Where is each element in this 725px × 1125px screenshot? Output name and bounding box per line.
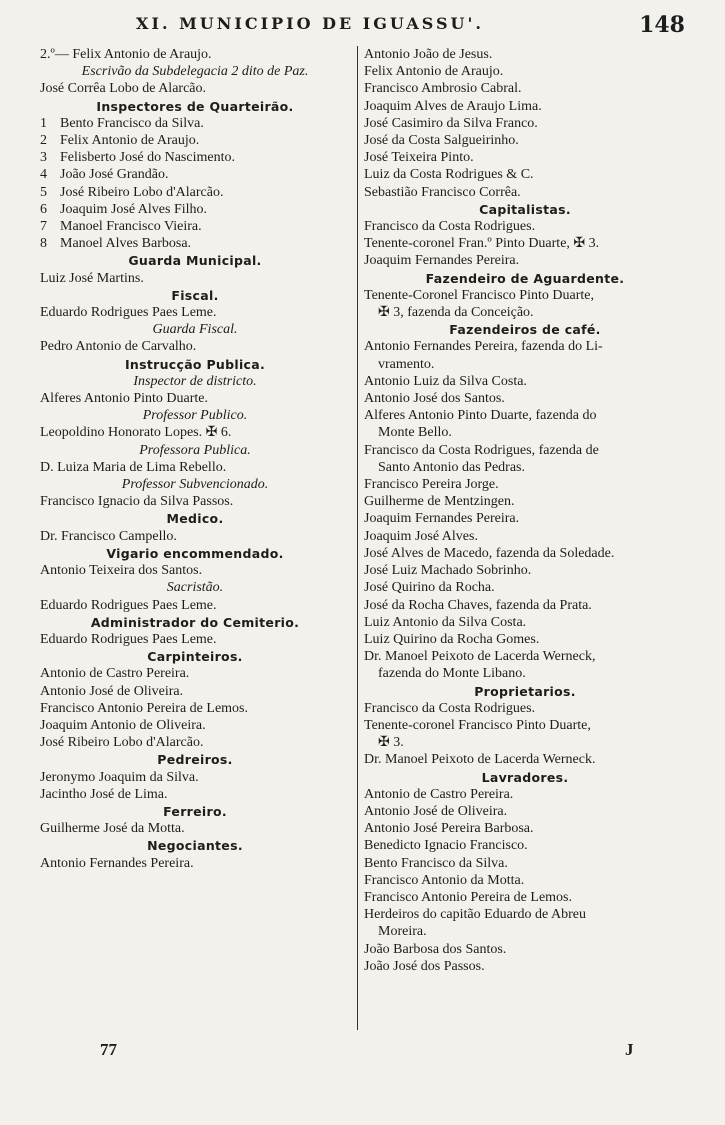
- role-subheading: Guarda Fiscal.: [152, 322, 238, 338]
- list-entry: Dr. Manoel Peixoto de Lacerda Werneck,: [364, 649, 596, 665]
- entry-text: Felix Antonio de Araujo.: [60, 133, 200, 149]
- list-entry: Francisco Ambrosio Cabral.: [364, 81, 522, 97]
- numbered-entry: [40, 132, 350, 149]
- section-heading: Fazendeiros de café.: [449, 322, 601, 338]
- entry-text: José Ribeiro Lobo d'Alarcão.: [60, 184, 224, 200]
- list-entry: Tenente-coronel Fran.º Pinto Duarte, ✠ 3.: [364, 236, 600, 252]
- list-entry: Eduardo Rodrigues Paes Leme.: [40, 597, 217, 613]
- list-entry: José da Costa Salgueirinho.: [364, 133, 519, 149]
- role-subheading: Professor Publico.: [142, 408, 248, 424]
- list-entry: Francisco Antonio da Motta.: [364, 872, 525, 888]
- list-entry: Antonio Fernandes Pereira.: [40, 855, 194, 871]
- list-entry: 2.º— Felix Antonio de Araujo.: [40, 47, 212, 62]
- numbered-entry: [40, 235, 350, 252]
- section-heading: Guarda Municipal.: [128, 253, 262, 269]
- entry-number: 7: [40, 219, 47, 235]
- numbered-entry: [40, 184, 350, 201]
- entry-text: Manoel Francisco Vieira.: [60, 219, 202, 235]
- numbered-entry: [40, 166, 350, 183]
- numbered-entry: [40, 115, 350, 132]
- list-entry: Antonio João de Jesus.: [364, 47, 493, 62]
- section-heading: Medico.: [166, 511, 224, 527]
- list-entry: Leopoldino Honorato Lopes. ✠ 6.: [40, 425, 232, 441]
- role-subheading: Professor Subvencionado.: [121, 477, 269, 493]
- list-entry: João Barbosa dos Santos.: [364, 941, 507, 957]
- list-entry: Tenente-Coronel Francisco Pinto Duarte,: [364, 287, 594, 303]
- entry-number: 2: [40, 133, 47, 149]
- entry-number: 8: [40, 236, 47, 252]
- page-title: XI. MUNICIPIO DE IGUASSU'.: [136, 14, 484, 33]
- column-divider: [357, 46, 358, 1030]
- role-subheading: Sacristão.: [166, 580, 224, 596]
- list-entry: José Luiz Machado Sobrinho.: [364, 563, 532, 579]
- section-heading: Carpinteiros.: [147, 649, 243, 665]
- list-entry: Dr. Francisco Campello.: [40, 528, 177, 544]
- section-heading: Administrador do Cemiterio.: [90, 614, 300, 630]
- numbered-entry: [40, 218, 350, 235]
- list-entry: Antonio José dos Santos.: [364, 391, 505, 407]
- list-entry: Pedro Antonio de Carvalho.: [40, 339, 197, 355]
- role-subheading: Inspector de districto.: [133, 373, 257, 389]
- entry-number: 4: [40, 167, 47, 183]
- entry-text: Bento Francisco da Silva.: [60, 115, 204, 131]
- entry-continuation: Monte Bello.: [378, 425, 452, 441]
- list-entry: José Quirino da Rocha.: [364, 580, 495, 596]
- numbered-entry: [40, 149, 350, 166]
- list-entry: José da Rocha Chaves, fazenda da Prata.: [364, 597, 592, 613]
- entry-continuation: fazenda do Monte Libano.: [378, 666, 526, 682]
- list-entry: Joaquim Alves de Araujo Lima.: [364, 98, 542, 114]
- section-heading: Fiscal.: [171, 287, 219, 303]
- section-heading: Ferreiro.: [163, 803, 227, 819]
- list-entry: Antonio José de Oliveira.: [40, 683, 184, 699]
- list-entry: Antonio Luiz da Silva Costa.: [364, 373, 527, 389]
- section-heading: Inspectores de Quarteirão.: [96, 98, 294, 114]
- list-entry: Luiz Quirino da Rocha Gomes.: [364, 631, 540, 647]
- section-heading: Fazendeiro de Aguardente.: [425, 270, 625, 286]
- section-heading: Instrucção Publica.: [124, 356, 266, 372]
- entry-continuation: ✠ 3, fazenda da Conceição.: [378, 305, 534, 321]
- list-entry: Francisco Antonio Pereira de Lemos.: [364, 889, 573, 905]
- list-entry: Benedicto Ignacio Francisco.: [364, 838, 528, 854]
- list-entry: Sebastião Francisco Corrêa.: [364, 184, 521, 200]
- entry-text: Manoel Alves Barbosa.: [60, 236, 192, 252]
- list-entry: Dr. Manoel Peixoto de Lacerda Werneck.: [364, 752, 596, 768]
- entry-text: Joaquim José Alves Filho.: [60, 201, 208, 217]
- list-entry: José Corrêa Lobo de Alarcão.: [40, 81, 206, 97]
- role-subheading: Professora Publica.: [139, 442, 251, 458]
- list-entry: Eduardo Rodrigues Paes Leme.: [40, 631, 217, 647]
- entry-continuation: ✠ 3.: [378, 735, 404, 751]
- section-heading: Lavradores.: [481, 769, 569, 785]
- role-subheading: Escrivão da Subdelegacia 2 dito de Paz.: [81, 64, 309, 80]
- list-entry: D. Luiza Maria de Lima Rebello.: [40, 459, 227, 475]
- list-entry: Joaquim Fernandes Pereira.: [364, 253, 520, 269]
- list-entry: Joaquim José Alves.: [364, 528, 478, 544]
- list-entry: Francisco da Costa Rodrigues, fazenda de: [364, 442, 599, 458]
- entry-text: João José Grandão.: [60, 167, 169, 183]
- section-heading: Pedreiros.: [157, 752, 233, 768]
- page-header: [0, 12, 725, 42]
- footer-signature-mark: J: [625, 1040, 634, 1059]
- right-column: [364, 46, 686, 975]
- entry-continuation: vramento.: [378, 356, 435, 372]
- section-heading: Capitalistas.: [479, 201, 571, 217]
- list-entry: Antonio de Castro Pereira.: [40, 666, 190, 682]
- list-entry: Alferes Antonio Pinto Duarte.: [40, 391, 208, 407]
- list-entry: Antonio Teixeira dos Santos.: [40, 563, 203, 579]
- footer-page-number: 77: [100, 1040, 117, 1059]
- list-entry: Luiz da Costa Rodrigues & C.: [364, 167, 534, 183]
- entry-text: Felisberto José do Nascimento.: [60, 150, 235, 166]
- list-entry: José Casimiro da Silva Franco.: [364, 115, 538, 131]
- list-entry: Jacintho José de Lima.: [40, 786, 168, 802]
- list-entry: Joaquim Antonio de Oliveira.: [40, 717, 206, 733]
- list-entry: Antonio Fernandes Pereira, fazenda do Li-: [364, 339, 603, 355]
- list-entry: João José dos Passos.: [364, 958, 485, 974]
- list-entry: José Alves de Macedo, fazenda da Soledade.: [364, 545, 615, 561]
- section-heading: Vigario encommendado.: [106, 545, 284, 561]
- list-entry: Luiz José Martins.: [40, 270, 144, 286]
- entry-number: 5: [40, 184, 47, 200]
- list-entry: Eduardo Rodrigues Paes Leme.: [40, 305, 217, 321]
- list-entry: Antonio de Castro Pereira.: [364, 786, 514, 802]
- list-entry: Francisco Antonio Pereira de Lemos.: [40, 700, 249, 716]
- list-entry: Alferes Antonio Pinto Duarte, fazenda do: [364, 408, 597, 424]
- list-entry: Guilherme de Mentzingen.: [364, 494, 515, 510]
- list-entry: Francisco Ignacio da Silva Passos.: [40, 494, 234, 510]
- entry-number: 6: [40, 201, 47, 217]
- list-entry: Jeronymo Joaquim da Silva.: [40, 769, 199, 785]
- page-number: 148: [639, 12, 685, 38]
- list-entry: Joaquim Fernandes Pereira.: [364, 511, 520, 527]
- entry-continuation: Santo Antonio das Pedras.: [378, 459, 525, 475]
- section-heading: Negociantes.: [147, 838, 243, 854]
- list-entry: José Teixeira Pinto.: [364, 150, 474, 166]
- section-heading: Proprietarios.: [474, 683, 576, 699]
- entry-number: 3: [40, 150, 47, 166]
- list-entry: Francisco da Costa Rodrigues.: [364, 219, 536, 235]
- list-entry: Antonio José de Oliveira.: [364, 803, 508, 819]
- entry-number: 1: [40, 115, 47, 131]
- list-entry: Guilherme José da Motta.: [40, 821, 185, 837]
- entry-continuation: Moreira.: [378, 924, 427, 940]
- list-entry: Francisco Pereira Jorge.: [364, 477, 499, 493]
- list-entry: Francisco da Costa Rodrigues.: [364, 700, 536, 716]
- list-entry: José Ribeiro Lobo d'Alarcão.: [40, 735, 204, 751]
- list-entry: Luiz Antonio da Silva Costa.: [364, 614, 527, 630]
- numbered-entry: [40, 201, 350, 218]
- left-column: [40, 46, 350, 872]
- list-entry: Antonio José Pereira Barbosa.: [364, 821, 534, 837]
- list-entry: Tenente-coronel Francisco Pinto Duarte,: [364, 717, 591, 733]
- list-entry: Herdeiros do capitão Eduardo de Abreu: [364, 907, 586, 923]
- list-entry: Bento Francisco da Silva.: [364, 855, 508, 871]
- list-entry: Felix Antonio de Araujo.: [364, 64, 504, 80]
